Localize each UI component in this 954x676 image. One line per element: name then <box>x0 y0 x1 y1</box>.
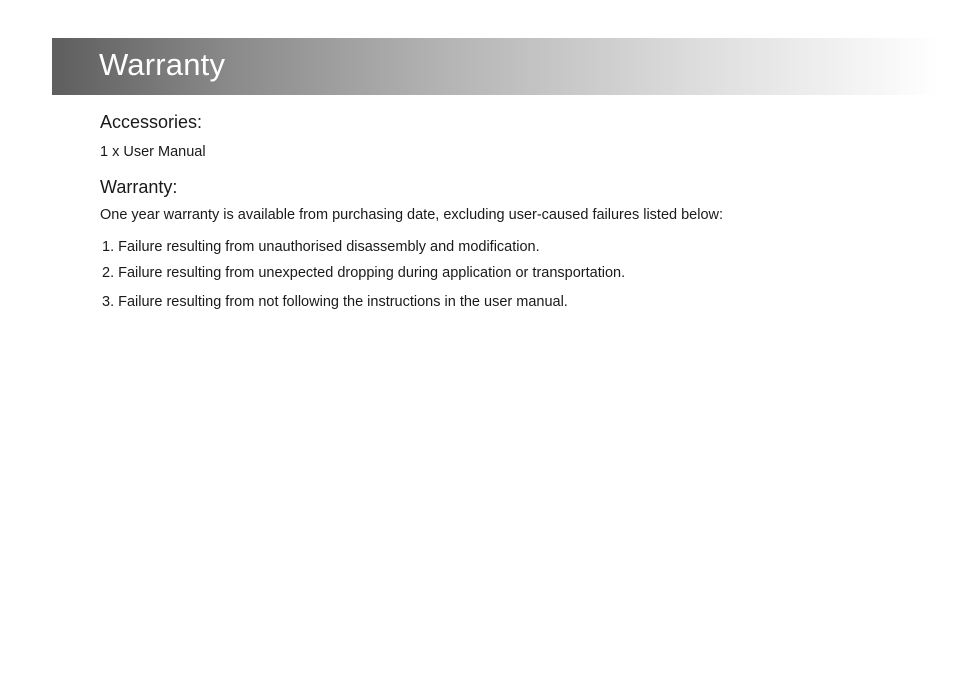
accessories-heading: Accessories: <box>100 112 203 132</box>
failure-item-3: 3. Failure resulting from not following the instructions in the user manual. <box>102 294 568 310</box>
failure-list <box>102 237 920 312</box>
header-band <box>52 38 940 95</box>
failure-item-1: 1. Failure resulting from unauthorised disassembly and modification. <box>102 239 540 255</box>
page-title: Warranty <box>99 47 226 82</box>
failure-item-2: 2. Failure resulting from unexpected dropping during application or transportation. <box>102 265 626 281</box>
warranty-heading: Warranty: <box>100 177 178 197</box>
accessories-text: 1 x User Manual <box>100 144 206 160</box>
warranty-content <box>100 110 920 312</box>
warranty-text: One year warranty is available from purchasing date, excluding user-caused failures listed below: <box>100 207 724 223</box>
